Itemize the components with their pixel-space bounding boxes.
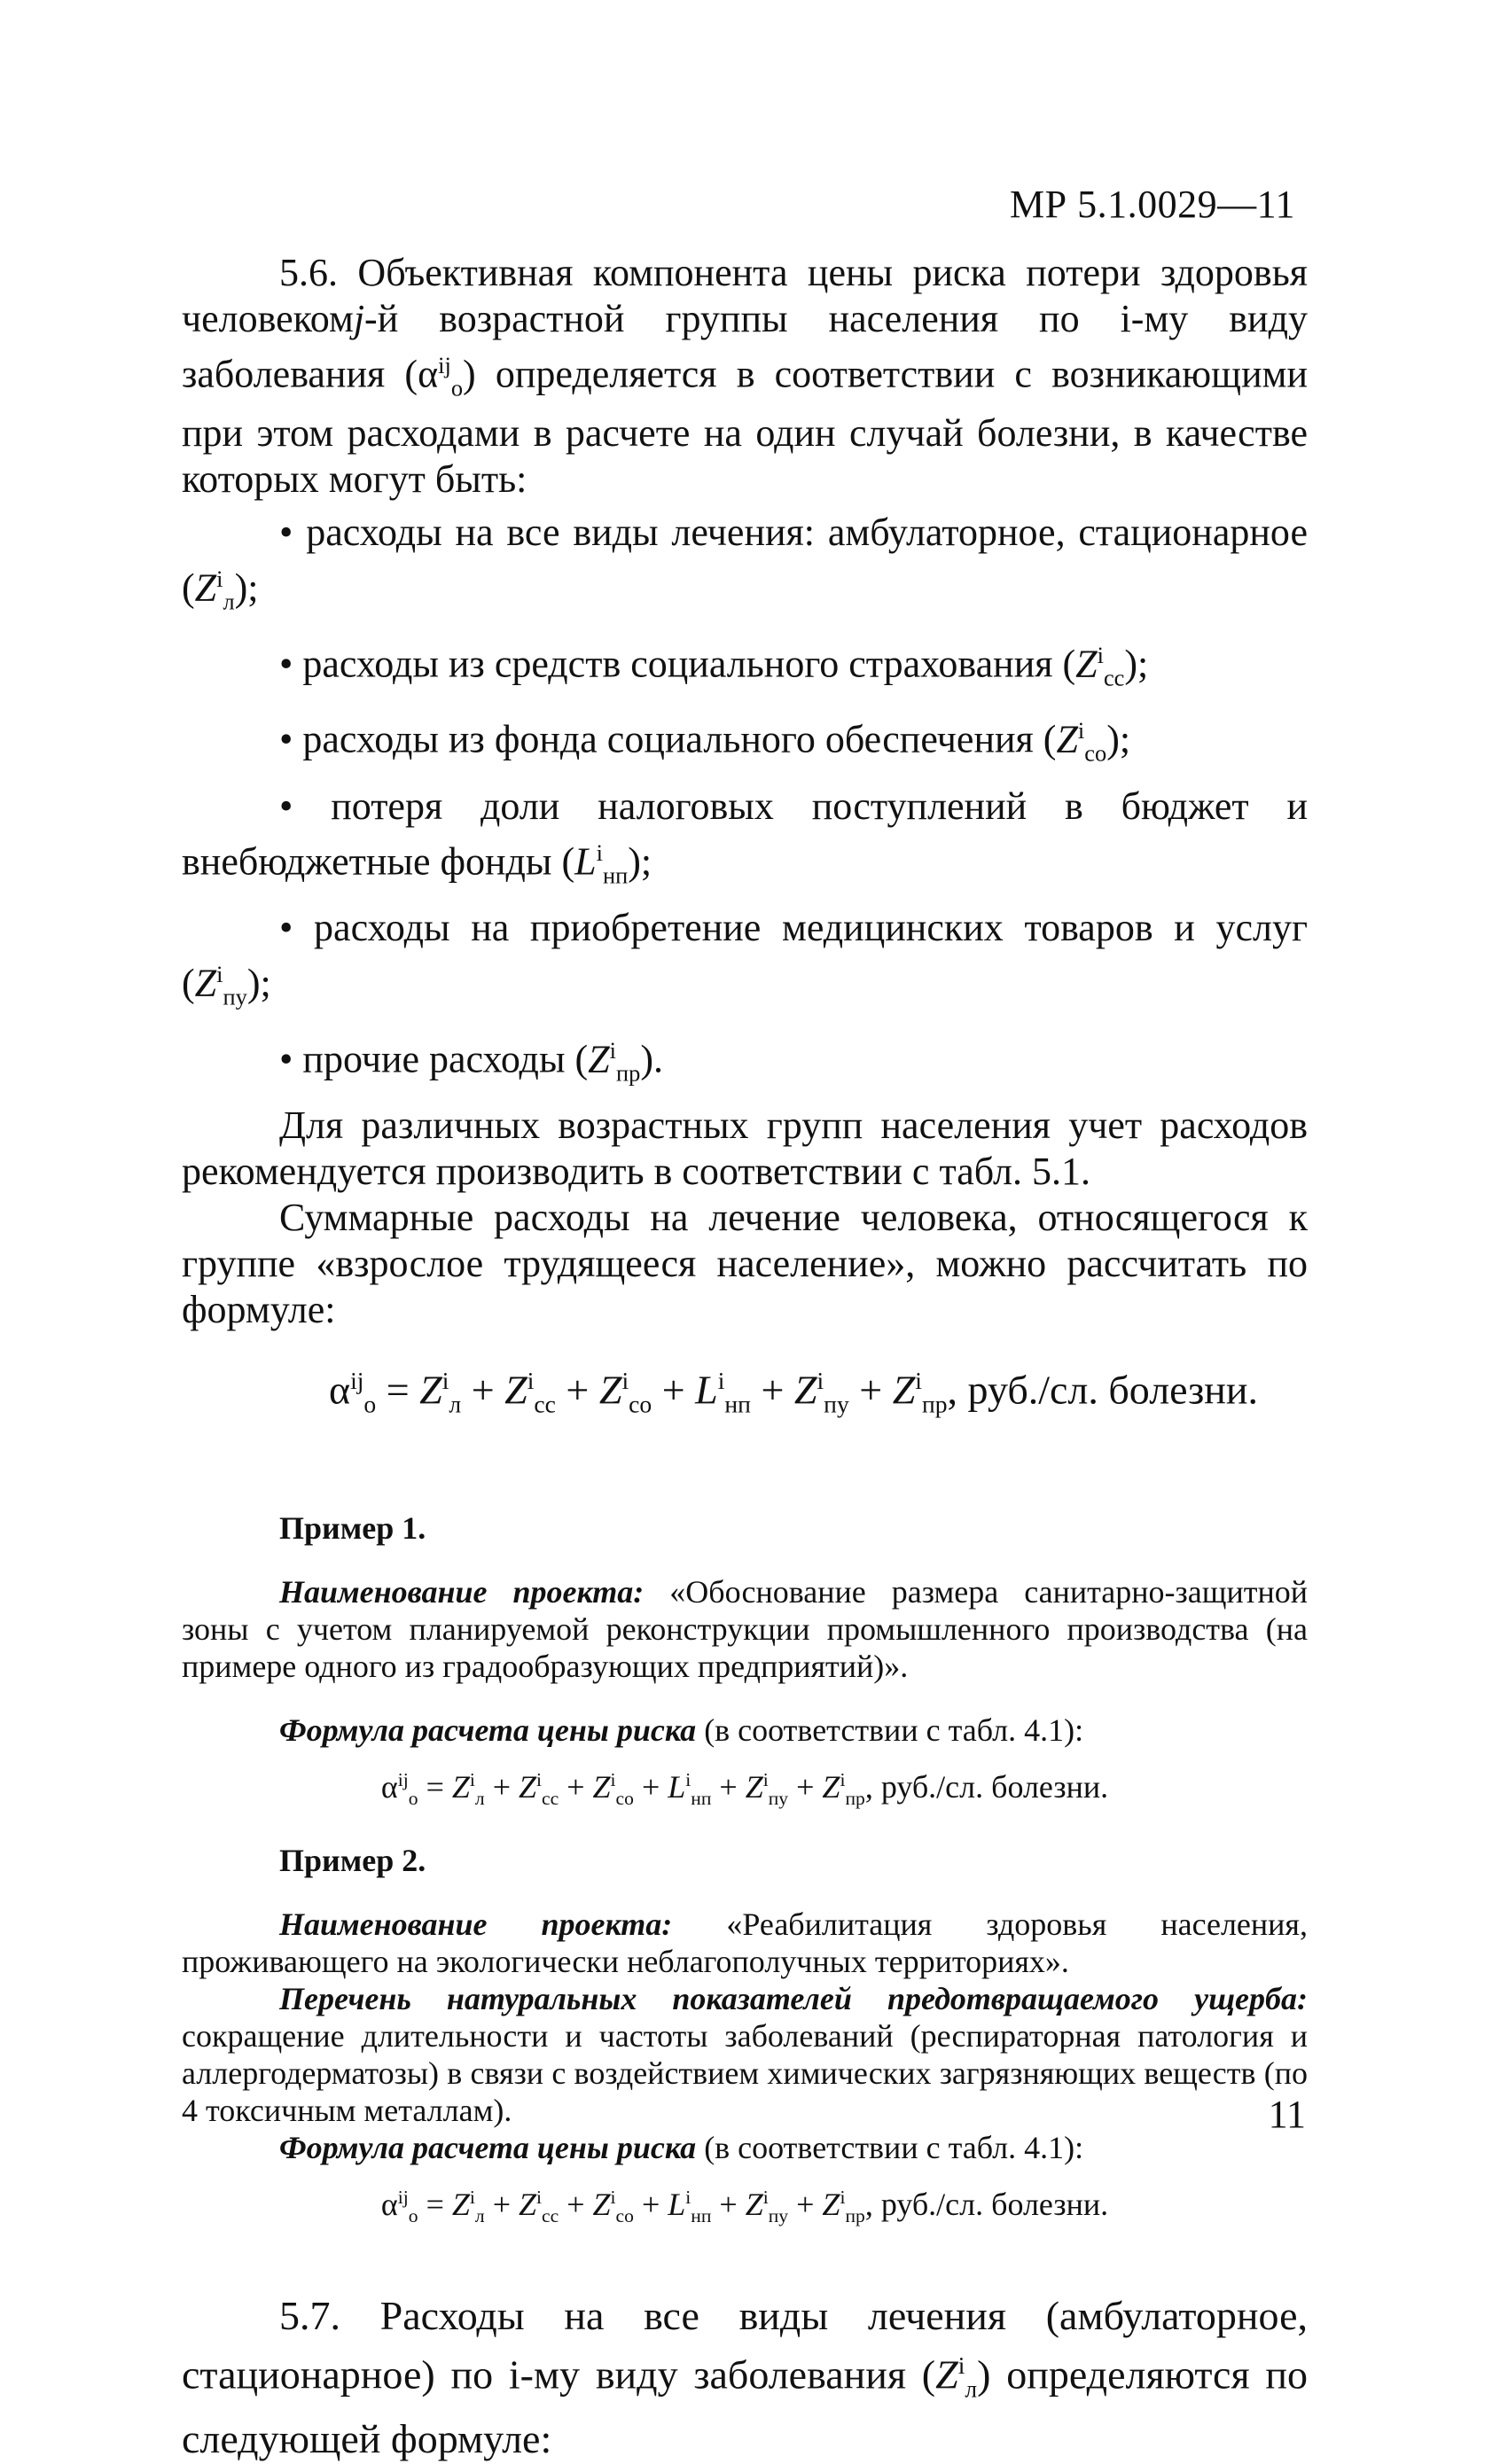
- paragraph-total: Суммарные расходы на лечение человека, относящегося к группе «взрослое трудящееся население», можно рассчитать по формуле:: [182, 1196, 1308, 1332]
- page-number: 11: [1268, 2093, 1306, 2136]
- examples-block: [182, 1509, 1308, 2234]
- example-1-project: Наименование проекта: «Обоснование размера санитарно-защитной зоны с учетом планируемой реконструкции промышленного производства (на примере одного из градообразующих предприятий)».: [182, 1573, 1308, 1684]
- bullet-item: • расходы из средств социального страхования $(Z^i_{сс})$;: [279, 641, 1149, 691]
- bullet-item: • расходы на приобретение медицинских товаров и услуг $(Z^i_{пу})$;: [182, 906, 1308, 1010]
- example-1-title: Пример 1.: [279, 1509, 426, 1546]
- bullet-item: • расходы на все виды лечения: амбулаторное, стационарное $(Z^i_л)$;: [182, 511, 1308, 615]
- example-1-formula-caption: Формула расчета цены риска (в соответствии с табл. 4.1):: [279, 1712, 1084, 1748]
- document-code: МР 5.1.0029—11: [1010, 183, 1295, 226]
- bullet-item: • расходы из фонда социального обеспечения $(Z^i_{со})$;: [279, 717, 1131, 767]
- section-5-6-intro: 5.6. Объективная компонента цены риска потери здоровья человекомj-й возрастной группы населения по i-му виду заболевания $(\alpha^{ij}_о)$ определяется в соответствии с возникающими при этом расходами в расчете на один случай болезни, в качестве которых могут быть:: [182, 251, 1309, 502]
- section-5-7: 5.7. Расходы на все виды лечения (амбулаторное, стационарное) по i-му виду заболевания $(Z^i_л)$ определяются по следующей формуле:: [182, 2293, 1308, 2461]
- paragraph-tables: Для различных возрастных групп населения учет расходов рекомендуется производить в соответствии с табл. 5.1.: [182, 1103, 1308, 1194]
- bullet-item: • потеря доли налоговых поступлений в бюджет и внебюджетные фонды $(L^i_{нп})$;: [182, 784, 1308, 889]
- example-1-formula: $\alpha^{ij}_о = Z^i_л + Z^i_{сс} + Z^i_{со} + L^i_{нп} + Z^i_{пу} + Z^i_{пр}$, руб./сл. болезни.: [380, 1768, 1109, 1809]
- bullet-item: • прочие расходы $(Z^i_{пр})$.: [279, 1036, 663, 1087]
- example-2-title: Пример 2.: [279, 1842, 426, 1878]
- main-text: [182, 250, 1308, 2464]
- example-2-indicators: Перечень натуральных показателей предотвращаемого ущерба: сокращение длительности и частоты заболеваний (респираторная патология и аллергодерматозы) в связи с воздействием химических загрязняющих веществ (по 4 токсичным металлам).: [182, 1980, 1308, 2128]
- formula-total: $\alpha^{ij}_о = Z^i_л + Z^i_{сс} + Z^i_{со} + L^i_{нп} + Z^i_{пу} + Z^i_{пр}$, руб./сл. болезни.: [328, 1367, 1259, 1418]
- example-2-formula-caption: Формула расчета цены риска (в соответствии с табл. 4.1):: [279, 2129, 1084, 2165]
- example-2-formula: $\alpha^{ij}_о = Z^i_л + Z^i_{сс} + Z^i_{со} + L^i_{нп} + Z^i_{пу} + Z^i_{пр}$, руб./сл. болезни.: [380, 2186, 1109, 2227]
- example-2-project: Наименование проекта: «Реабилитация здоровья населения, проживающего на экологически неблагополучных территориях».: [182, 1906, 1308, 1979]
